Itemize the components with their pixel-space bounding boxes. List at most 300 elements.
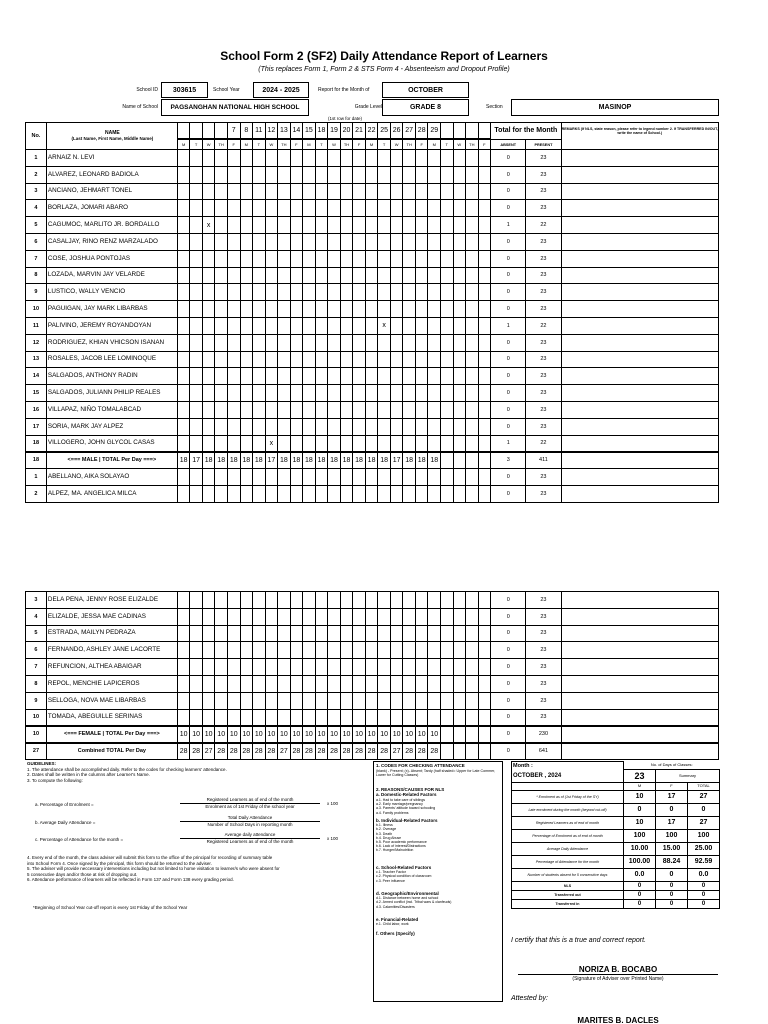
attendance-cell[interactable] [428,385,441,402]
attendance-cell[interactable] [353,250,366,267]
attendance-cell[interactable] [265,200,278,217]
attendance-cell[interactable] [177,385,190,402]
attendance-cell[interactable] [328,217,341,234]
attendance-cell[interactable] [453,183,466,200]
attendance-cell[interactable] [303,692,316,709]
attendance-cell[interactable] [415,592,428,609]
attendance-cell[interactable] [390,385,403,402]
attendance-cell[interactable] [177,284,190,301]
attendance-cell[interactable] [315,592,328,609]
attendance-cell[interactable] [353,233,366,250]
attendance-cell[interactable] [202,418,215,435]
attendance-cell[interactable] [290,385,303,402]
attendance-cell[interactable] [227,351,240,368]
attendance-cell[interactable] [428,166,441,183]
attendance-cell[interactable] [378,592,391,609]
attendance-cell[interactable] [390,200,403,217]
attendance-cell[interactable] [328,401,341,418]
attendance-cell[interactable] [240,469,253,486]
attendance-cell[interactable] [290,675,303,692]
attendance-cell[interactable] [478,659,491,676]
attendance-cell[interactable] [340,284,353,301]
attendance-cell[interactable] [190,150,203,167]
attendance-cell[interactable] [390,401,403,418]
attendance-cell[interactable] [290,368,303,385]
attendance-cell[interactable] [378,301,391,318]
attendance-cell[interactable] [303,625,316,642]
attendance-cell[interactable] [453,709,466,726]
attendance-cell[interactable] [227,435,240,452]
attendance-cell[interactable] [202,166,215,183]
attendance-cell[interactable] [315,284,328,301]
attendance-cell[interactable] [340,150,353,167]
attendance-cell[interactable] [390,592,403,609]
attendance-cell[interactable] [403,301,416,318]
attendance-cell[interactable] [428,250,441,267]
attendance-cell[interactable] [253,625,266,642]
attendance-cell[interactable] [365,642,378,659]
attendance-cell[interactable] [428,317,441,334]
attendance-cell[interactable] [390,469,403,486]
attendance-cell[interactable] [215,675,228,692]
attendance-cell[interactable] [441,233,454,250]
attendance-cell[interactable] [365,709,378,726]
attendance-cell[interactable] [240,150,253,167]
attendance-cell[interactable] [365,418,378,435]
attendance-cell[interactable] [253,401,266,418]
attendance-cell[interactable] [240,200,253,217]
attendance-cell[interactable] [190,418,203,435]
attendance-cell[interactable] [403,435,416,452]
attendance-cell[interactable] [403,675,416,692]
attendance-cell[interactable] [315,166,328,183]
attendance-cell[interactable] [202,233,215,250]
attendance-cell[interactable] [403,485,416,502]
attendance-cell[interactable] [278,642,291,659]
attendance-cell[interactable] [365,267,378,284]
attendance-cell[interactable] [328,625,341,642]
attendance-cell[interactable] [365,183,378,200]
attendance-cell[interactable] [428,233,441,250]
attendance-cell[interactable] [227,608,240,625]
attendance-cell[interactable] [227,385,240,402]
attendance-cell[interactable] [353,659,366,676]
attendance-cell[interactable] [328,250,341,267]
attendance-cell[interactable] [240,709,253,726]
attendance-cell[interactable] [227,659,240,676]
attendance-cell[interactable] [340,435,353,452]
attendance-cell[interactable] [215,385,228,402]
attendance-cell[interactable] [340,217,353,234]
attendance-cell[interactable] [227,233,240,250]
attendance-cell[interactable] [202,659,215,676]
attendance-cell[interactable] [240,675,253,692]
attendance-cell[interactable] [328,150,341,167]
attendance-cell[interactable] [353,301,366,318]
attendance-cell[interactable] [202,401,215,418]
attendance-cell[interactable] [353,166,366,183]
attendance-cell[interactable] [315,401,328,418]
attendance-cell[interactable] [265,692,278,709]
attendance-cell[interactable] [177,217,190,234]
attendance-cell[interactable] [265,150,278,167]
attendance-cell[interactable] [340,166,353,183]
attendance-cell[interactable] [190,250,203,267]
attendance-cell[interactable] [290,166,303,183]
attendance-cell[interactable] [428,642,441,659]
attendance-cell[interactable] [227,642,240,659]
attendance-cell[interactable] [190,385,203,402]
attendance-cell[interactable] [340,250,353,267]
attendance-cell[interactable] [466,385,479,402]
attendance-cell[interactable] [403,284,416,301]
attendance-cell[interactable] [240,592,253,609]
attendance-cell[interactable] [278,217,291,234]
attendance-cell[interactable] [478,267,491,284]
attendance-cell[interactable] [441,418,454,435]
attendance-cell[interactable] [428,435,441,452]
attendance-cell[interactable] [378,385,391,402]
school-id-field[interactable]: 303615 [161,82,208,98]
attendance-cell[interactable] [240,334,253,351]
attendance-cell[interactable] [441,642,454,659]
attendance-cell[interactable] [253,592,266,609]
attendance-cell[interactable] [478,217,491,234]
attendance-cell[interactable] [303,469,316,486]
attendance-cell[interactable] [177,675,190,692]
attendance-cell[interactable] [441,284,454,301]
attendance-cell[interactable] [415,233,428,250]
attendance-cell[interactable] [215,642,228,659]
attendance-cell[interactable] [441,217,454,234]
attendance-cell[interactable] [403,200,416,217]
attendance-cell[interactable] [453,351,466,368]
attendance-cell[interactable] [365,659,378,676]
attendance-cell[interactable] [227,150,240,167]
attendance-cell[interactable]: x [265,435,278,452]
attendance-cell[interactable] [303,659,316,676]
attendance-cell[interactable] [453,385,466,402]
attendance-cell[interactable] [227,267,240,284]
attendance-cell[interactable] [177,368,190,385]
attendance-cell[interactable] [378,642,391,659]
attendance-cell[interactable] [466,642,479,659]
attendance-cell[interactable] [303,166,316,183]
attendance-cell[interactable] [441,200,454,217]
attendance-cell[interactable] [390,675,403,692]
attendance-cell[interactable] [328,301,341,318]
attendance-cell[interactable] [365,317,378,334]
attendance-cell[interactable] [177,469,190,486]
attendance-cell[interactable] [177,233,190,250]
attendance-cell[interactable] [340,608,353,625]
attendance-cell[interactable] [177,166,190,183]
attendance-cell[interactable] [278,301,291,318]
attendance-cell[interactable] [390,368,403,385]
attendance-cell[interactable] [353,709,366,726]
attendance-cell[interactable] [190,284,203,301]
attendance-cell[interactable] [441,485,454,502]
attendance-cell[interactable] [315,334,328,351]
attendance-cell[interactable] [466,401,479,418]
attendance-cell[interactable] [328,267,341,284]
attendance-cell[interactable] [265,317,278,334]
attendance-cell[interactable] [340,401,353,418]
attendance-cell[interactable] [315,625,328,642]
attendance-cell[interactable] [441,625,454,642]
attendance-cell[interactable] [390,233,403,250]
attendance-cell[interactable] [253,351,266,368]
attendance-cell[interactable] [240,317,253,334]
attendance-cell[interactable] [215,317,228,334]
attendance-cell[interactable] [290,250,303,267]
attendance-cell[interactable] [315,250,328,267]
attendance-cell[interactable] [253,334,266,351]
attendance-cell[interactable] [265,351,278,368]
attendance-cell[interactable] [253,659,266,676]
attendance-cell[interactable] [365,401,378,418]
attendance-cell[interactable] [315,317,328,334]
attendance-cell[interactable] [253,418,266,435]
attendance-cell[interactable] [478,150,491,167]
attendance-cell[interactable] [441,592,454,609]
attendance-cell[interactable] [215,233,228,250]
attendance-cell[interactable] [478,250,491,267]
attendance-cell[interactable] [177,709,190,726]
attendance-cell[interactable] [177,334,190,351]
attendance-cell[interactable] [390,284,403,301]
attendance-cell[interactable] [315,418,328,435]
attendance-cell[interactable] [303,709,316,726]
attendance-cell[interactable] [303,334,316,351]
attendance-cell[interactable] [403,351,416,368]
attendance-cell[interactable] [202,435,215,452]
attendance-cell[interactable] [303,183,316,200]
attendance-cell[interactable] [278,368,291,385]
attendance-cell[interactable] [353,351,366,368]
attendance-cell[interactable] [428,418,441,435]
attendance-cell[interactable] [353,485,366,502]
attendance-cell[interactable] [278,183,291,200]
attendance-cell[interactable] [403,401,416,418]
attendance-cell[interactable] [453,217,466,234]
attendance-cell[interactable] [303,642,316,659]
attendance-cell[interactable] [278,709,291,726]
attendance-cell[interactable] [290,233,303,250]
attendance-cell[interactable] [265,418,278,435]
attendance-cell[interactable] [202,267,215,284]
attendance-cell[interactable] [353,675,366,692]
attendance-cell[interactable] [466,334,479,351]
attendance-cell[interactable] [202,642,215,659]
attendance-cell[interactable] [340,469,353,486]
attendance-cell[interactable] [227,485,240,502]
attendance-cell[interactable] [253,200,266,217]
attendance-cell[interactable] [340,659,353,676]
attendance-cell[interactable] [340,642,353,659]
attendance-cell[interactable] [190,267,203,284]
attendance-cell[interactable] [415,625,428,642]
attendance-cell[interactable] [390,435,403,452]
attendance-cell[interactable] [202,608,215,625]
attendance-cell[interactable] [453,267,466,284]
attendance-cell[interactable] [278,166,291,183]
attendance-cell[interactable] [466,233,479,250]
attendance-cell[interactable] [227,250,240,267]
attendance-cell[interactable] [227,334,240,351]
attendance-cell[interactable] [290,485,303,502]
attendance-cell[interactable] [202,183,215,200]
attendance-cell[interactable] [202,334,215,351]
attendance-cell[interactable] [227,217,240,234]
attendance-cell[interactable] [190,351,203,368]
attendance-cell[interactable] [453,642,466,659]
attendance-cell[interactable] [453,675,466,692]
attendance-cell[interactable] [466,284,479,301]
section-field[interactable]: MASINOP [511,99,719,116]
attendance-cell[interactable] [378,625,391,642]
attendance-cell[interactable] [315,675,328,692]
attendance-cell[interactable] [453,334,466,351]
attendance-cell[interactable] [415,166,428,183]
attendance-cell[interactable] [190,692,203,709]
attendance-cell[interactable] [177,267,190,284]
attendance-cell[interactable] [453,166,466,183]
attendance-cell[interactable] [403,217,416,234]
attendance-cell[interactable] [441,183,454,200]
attendance-cell[interactable] [428,284,441,301]
attendance-cell[interactable] [403,166,416,183]
attendance-cell[interactable] [227,592,240,609]
school-name-field[interactable]: PAGSANGHAN NATIONAL HIGH SCHOOL [161,99,309,116]
attendance-cell[interactable] [265,625,278,642]
attendance-cell[interactable] [453,592,466,609]
attendance-cell[interactable] [303,675,316,692]
attendance-cell[interactable] [415,659,428,676]
attendance-cell[interactable] [403,608,416,625]
attendance-cell[interactable] [478,401,491,418]
attendance-cell[interactable] [253,485,266,502]
attendance-cell[interactable] [215,485,228,502]
attendance-cell[interactable] [441,692,454,709]
attendance-cell[interactable] [290,401,303,418]
attendance-cell[interactable] [441,301,454,318]
attendance-cell[interactable] [253,233,266,250]
attendance-cell[interactable] [365,608,378,625]
attendance-cell[interactable] [177,625,190,642]
attendance-cell[interactable] [240,659,253,676]
attendance-cell[interactable] [215,592,228,609]
attendance-cell[interactable] [466,217,479,234]
attendance-cell[interactable] [453,485,466,502]
attendance-cell[interactable] [415,368,428,385]
attendance-cell[interactable] [478,317,491,334]
attendance-cell[interactable] [278,385,291,402]
attendance-cell[interactable] [353,267,366,284]
attendance-cell[interactable] [240,284,253,301]
attendance-cell[interactable] [390,217,403,234]
attendance-cell[interactable] [428,469,441,486]
attendance-cell[interactable] [478,284,491,301]
attendance-cell[interactable] [177,301,190,318]
attendance-cell[interactable] [453,284,466,301]
attendance-cell[interactable] [303,418,316,435]
attendance-cell[interactable] [328,368,341,385]
attendance-cell[interactable] [315,183,328,200]
attendance-cell[interactable] [478,692,491,709]
attendance-cell[interactable] [353,418,366,435]
attendance-cell[interactable] [390,267,403,284]
attendance-cell[interactable] [415,675,428,692]
attendance-cell[interactable] [353,592,366,609]
attendance-cell[interactable] [177,418,190,435]
attendance-cell[interactable] [240,368,253,385]
attendance-cell[interactable] [428,368,441,385]
attendance-cell[interactable] [290,334,303,351]
attendance-cell[interactable] [202,301,215,318]
attendance-cell[interactable] [403,592,416,609]
attendance-cell[interactable] [227,709,240,726]
attendance-cell[interactable] [415,301,428,318]
attendance-cell[interactable] [328,435,341,452]
attendance-cell[interactable] [415,418,428,435]
attendance-cell[interactable] [265,709,278,726]
attendance-cell[interactable] [378,469,391,486]
attendance-cell[interactable] [441,150,454,167]
attendance-cell[interactable] [265,485,278,502]
attendance-cell[interactable] [328,233,341,250]
attendance-cell[interactable] [466,150,479,167]
attendance-cell[interactable] [240,183,253,200]
attendance-cell[interactable] [478,642,491,659]
attendance-cell[interactable] [441,267,454,284]
attendance-cell[interactable] [441,435,454,452]
attendance-cell[interactable] [403,183,416,200]
attendance-cell[interactable] [453,150,466,167]
attendance-cell[interactable] [428,217,441,234]
attendance-cell[interactable] [303,267,316,284]
attendance-cell[interactable] [466,317,479,334]
attendance-cell[interactable] [190,608,203,625]
attendance-cell[interactable] [466,418,479,435]
attendance-cell[interactable] [478,233,491,250]
attendance-cell[interactable] [215,435,228,452]
attendance-cell[interactable] [190,642,203,659]
attendance-cell[interactable] [303,150,316,167]
attendance-cell[interactable] [403,692,416,709]
attendance-cell[interactable] [303,233,316,250]
attendance-cell[interactable] [415,485,428,502]
attendance-cell[interactable] [453,435,466,452]
attendance-cell[interactable] [378,150,391,167]
attendance-cell[interactable] [202,485,215,502]
attendance-cell[interactable] [453,625,466,642]
attendance-cell[interactable] [190,675,203,692]
attendance-cell[interactable] [290,284,303,301]
attendance-cell[interactable] [415,385,428,402]
attendance-cell[interactable] [441,401,454,418]
attendance-cell[interactable] [315,351,328,368]
attendance-cell[interactable] [390,166,403,183]
attendance-cell[interactable] [303,385,316,402]
attendance-cell[interactable] [340,418,353,435]
attendance-cell[interactable] [415,692,428,709]
attendance-cell[interactable] [265,608,278,625]
attendance-cell[interactable] [290,592,303,609]
attendance-cell[interactable] [415,351,428,368]
attendance-cell[interactable] [328,317,341,334]
attendance-cell[interactable] [177,183,190,200]
